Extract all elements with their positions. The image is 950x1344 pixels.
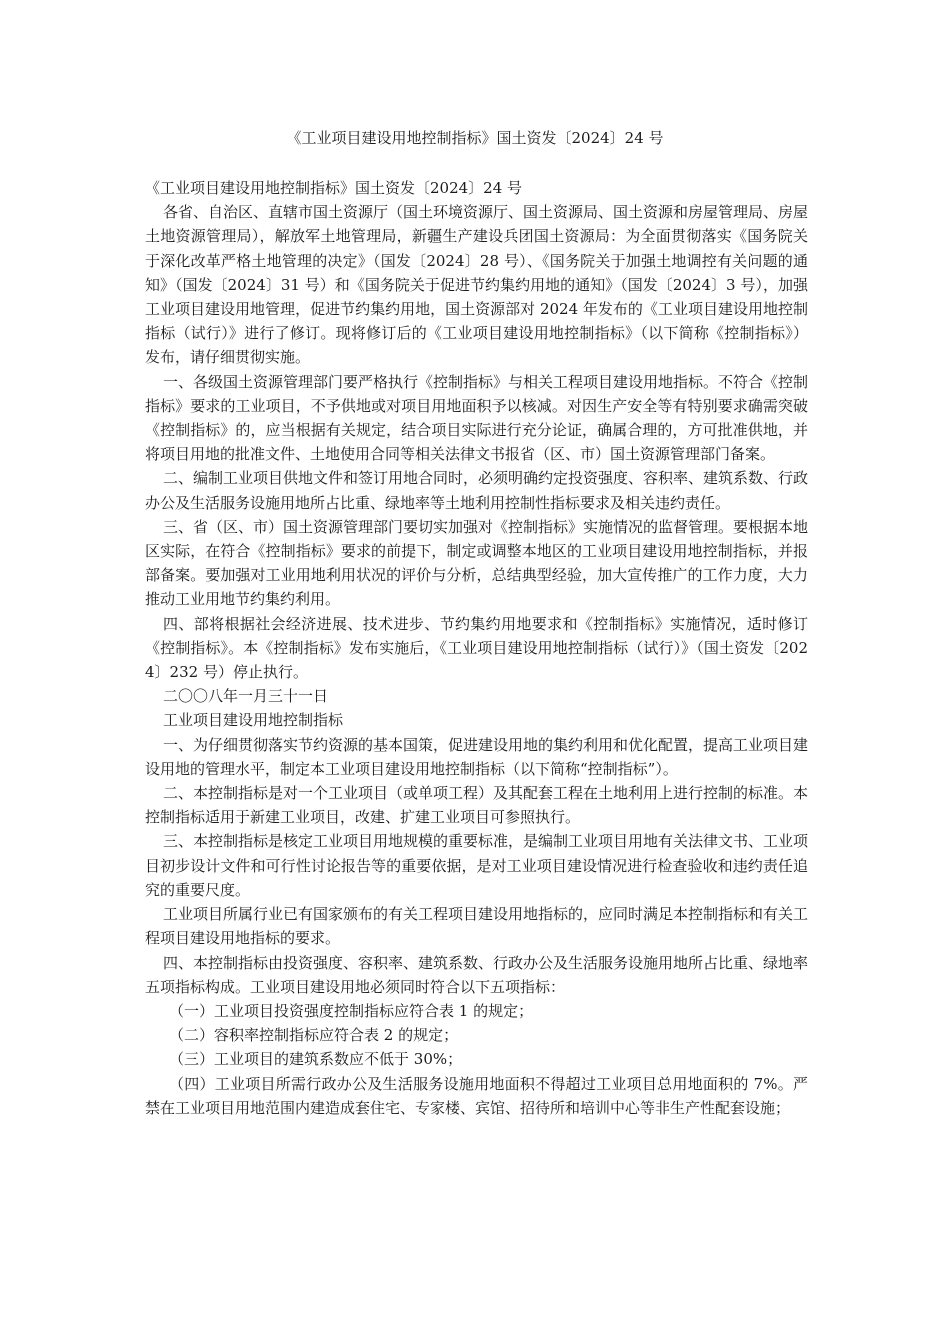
list-item: （三）工业项目的建筑系数应不低于 30%；: [169, 1050, 463, 1069]
paragraph: 各省、自治区、直辖市国土资源厅（国土环境资源厅、国土资源局、国土资源和房屋管理局、房屋土地资源管理局），解放军土地管理局，新疆生产建设兵团国土资源局：为全面贯彻落实《国务院关于深化改革严格土地管理的决定》（国发〔2024〕28 号）、《国务院关于加强土地调控有关问题的通知》（国发〔2024〕31 号）和《国务院关于促进节约集约用地的通知》（国发〔2024〕3 号），加强工业项目建设用地管理，促进节约集约用地，国土资源部对 2024 年发布的《工业项目建设用地控制指标（试行）》进行了修订。现将修订后的《工业项目建设用地控制指标》（以下简称《控制指标》）发布，请仔细贯彻实施。: [145, 203, 809, 367]
paragraph: 二、本控制指标是对一个工业项目（或单项工程）及其配套工程在土地利用上进行控制的标准。本控制指标适用于新建工业项目，改建、扩建工业项目可参照执行。: [145, 784, 809, 827]
paragraph: 四、部将根据社会经济进展、技术进步、节约集约用地要求和《控制指标》实施情况，适时修订《控制指标》。本《控制指标》发布实施后，《工业项目建设用地控制指标（试行）》（国土资发〔2024〕232 号）停止执行。: [145, 614, 808, 682]
paragraph: 二、编制工业项目供地文件和签订用地合同时，必须明确约定投资强度、容积率、建筑系数、行政办公及生活服务设施用地所占比重、绿地率等土地利用控制性指标要求及相关违约责任。: [145, 469, 809, 512]
paragraph: 三、本控制指标是核定工业项目用地规模的重要标准，是编制工业项目用地有关法律文书、工业项目初步设计文件和可行性讨论报告等的重要依据，是对工业项目建设情况进行检查验收和违约责任追究的重要尺度。: [145, 832, 809, 899]
list-item: （一）工业项目投资强度控制指标应符合表 1 的规定；: [169, 1001, 534, 1020]
list-item: （二）容积率控制指标应符合表 2 的规定；: [169, 1026, 459, 1045]
date-line: 二〇〇八年一月三十一日: [163, 687, 329, 706]
paragraph: 一、各级国土资源管理部门要严格执行《控制指标》与相关工程项目建设用地指标。不符合《控制指标》要求的工业项目，不予供地或对项目用地面积予以核减。对因生产安全等有特别要求确需突破《控制指标》的，应当根据有关规定，结合项目实际进行充分论证，确属合理的，方可批准供地，并将项目用地的批准文件、土地使用合同等相关法律文书报省（区、市）国土资源管理部门备案。: [145, 372, 809, 464]
section-heading: 工业项目建设用地控制指标: [163, 711, 344, 730]
document-title: 《工业项目建设用地控制指标》国土资发〔2024〕24 号: [286, 129, 664, 147]
paragraph: 三、省（区、市）国土资源管理部门要切实加强对《控制指标》实施情况的监督管理。要根据本地区实际，在符合《控制指标》要求的前提下，制定或调整本地区的工业项目建设用地控制指标，并报部备案。要加强对工业用地利用状况的评价与分析，总结典型经验，加大宣传推广的工作力度，大力推动工业用地节约集约利用。: [145, 517, 809, 609]
paragraph: 工业项目所属行业已有国家颁布的有关工程项目建设用地指标的，应同时满足本控制指标和有关工程项目建设用地指标的要求。: [145, 905, 809, 948]
paragraph: 一、为仔细贯彻落实节约资源的基本国策，促进建设用地的集约利用和优化配置，提高工业项目建设用地的管理水平，制定本工业项目建设用地控制指标（以下简称“控制指标”）。: [145, 735, 809, 778]
list-item: （四）工业项目所需行政办公及生活服务设施用地面积不得超过工业项目总用地面积的 7%。严禁在工业项目用地范围内建造成套住宅、专家楼、宾馆、招待所和培训中心等非生产性配套设施；: [145, 1074, 808, 1117]
document-body: [145, 176, 808, 1120]
paragraph: 四、本控制指标由投资强度、容积率、建筑系数、行政办公及生活服务设施用地所占比重、绿地率五项指标构成。工业项目建设用地必须同时符合以下五项指标：: [145, 953, 809, 996]
paragraph: 《工业项目建设用地控制指标》国土资发〔2024〕24 号: [145, 179, 523, 197]
